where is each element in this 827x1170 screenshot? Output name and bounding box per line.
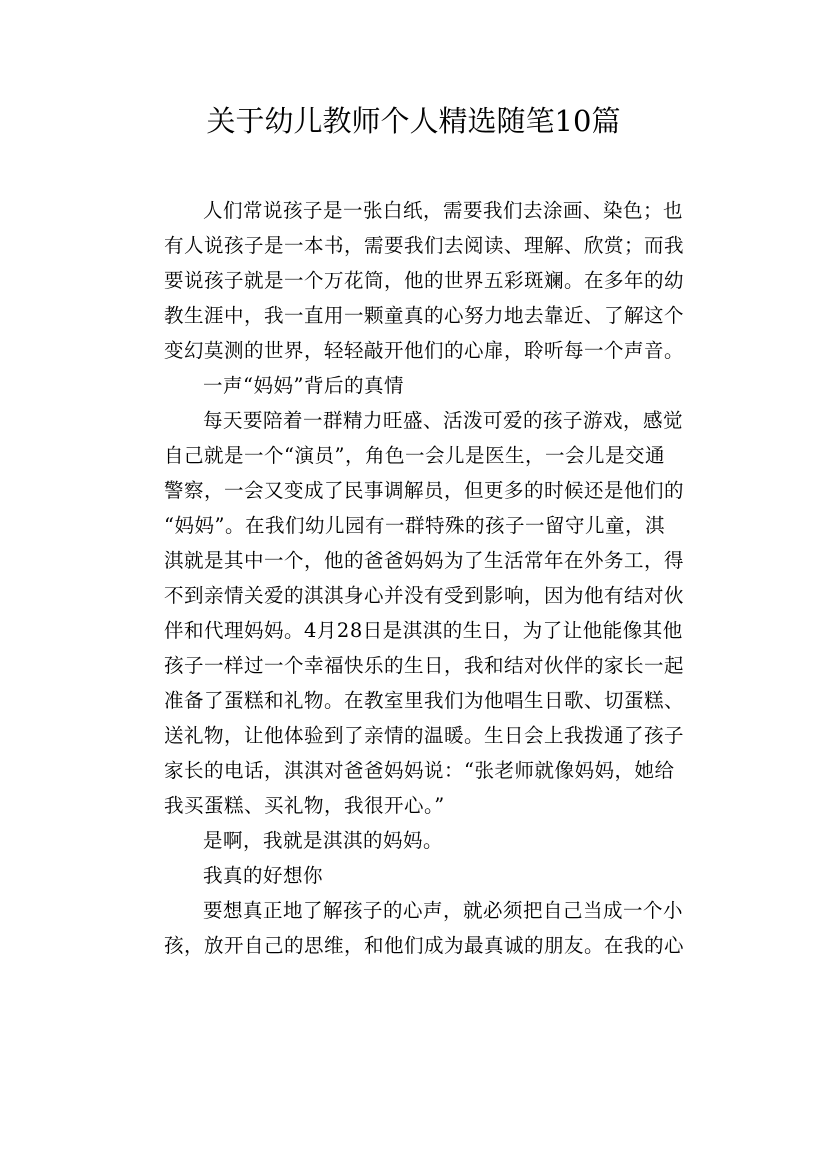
text-line: 我买蛋糕、买礼物，我很开心。” <box>164 794 445 817</box>
text-line: 送礼物，让他体验到了亲情的温暖。生日会上我拨通了孩子 <box>164 724 685 747</box>
text-line: 是啊，我就是淇淇的妈妈。 <box>203 829 444 852</box>
text-line: 有人说孩子是一本书，需要我们去阅读、理解、欣赏；而我 <box>164 234 685 257</box>
text-line: 自己就是一个“演员”，角色一会儿是医生，一会儿是交通 <box>164 444 665 467</box>
text-line: “妈妈”。在我们幼儿园有一群特殊的孩子一留守儿童，淇 <box>164 514 665 537</box>
text-line: 孩，放开自己的思维，和他们成为最真诚的朋友。在我的心 <box>164 934 685 957</box>
text-line: 家长的电话，淇淇对爸爸妈妈说：“张老师就像妈妈，她给 <box>164 759 675 782</box>
paragraph-story <box>125 403 715 823</box>
section-heading <box>125 368 715 403</box>
text-line: 要想真正地了解孩子的心声，就必须把自己当成一个小 <box>203 899 684 922</box>
text-line: 淇就是其中一个，他的爸爸妈妈为了生活常年在外务工，得 <box>164 549 685 572</box>
text-line: 变幻莫测的世界，轻轻敲开他们的心扉，聆听每一个声音。 <box>164 339 685 362</box>
text-line: 不到亲情关爱的淇淇身心并没有受到影响，因为他有结对伙 <box>164 584 685 607</box>
text-line: 教生涯中，我一直用一颗童真的心努力地去靠近、了解这个 <box>164 304 685 327</box>
document-title: 关于幼儿教师个人精选随笔10篇 <box>206 104 621 138</box>
paragraph-short <box>125 823 715 858</box>
section-heading-text: 我真的好想你 <box>203 864 324 887</box>
section-heading-text: 一声“妈妈”背后的真情 <box>203 374 404 397</box>
section-heading <box>125 858 715 893</box>
text-line: 人们常说孩子是一张白纸，需要我们去涂画、染色；也 <box>203 199 684 222</box>
text-line: 准备了蛋糕和礼物。在教室里我们为他唱生日歌、切蛋糕、 <box>164 689 685 712</box>
paragraph-closing <box>125 893 715 963</box>
text-line: 每天要陪着一群精力旺盛、活泼可爱的孩子游戏，感觉 <box>203 409 684 432</box>
text-line: 孩子一样过一个幸福快乐的生日，我和结对伙伴的家长一起 <box>164 654 685 677</box>
text-line: 伴和代理妈妈。4月28日是淇淇的生日，为了让他能像其他 <box>164 619 683 642</box>
text-line: 要说孩子就是一个万花筒，他的世界五彩斑斓。在多年的幼 <box>164 269 685 292</box>
text-line: 警察，一会又变成了民事调解员，但更多的时候还是他们的 <box>164 479 685 502</box>
paragraph-intro <box>125 193 715 368</box>
document-body <box>125 193 715 963</box>
